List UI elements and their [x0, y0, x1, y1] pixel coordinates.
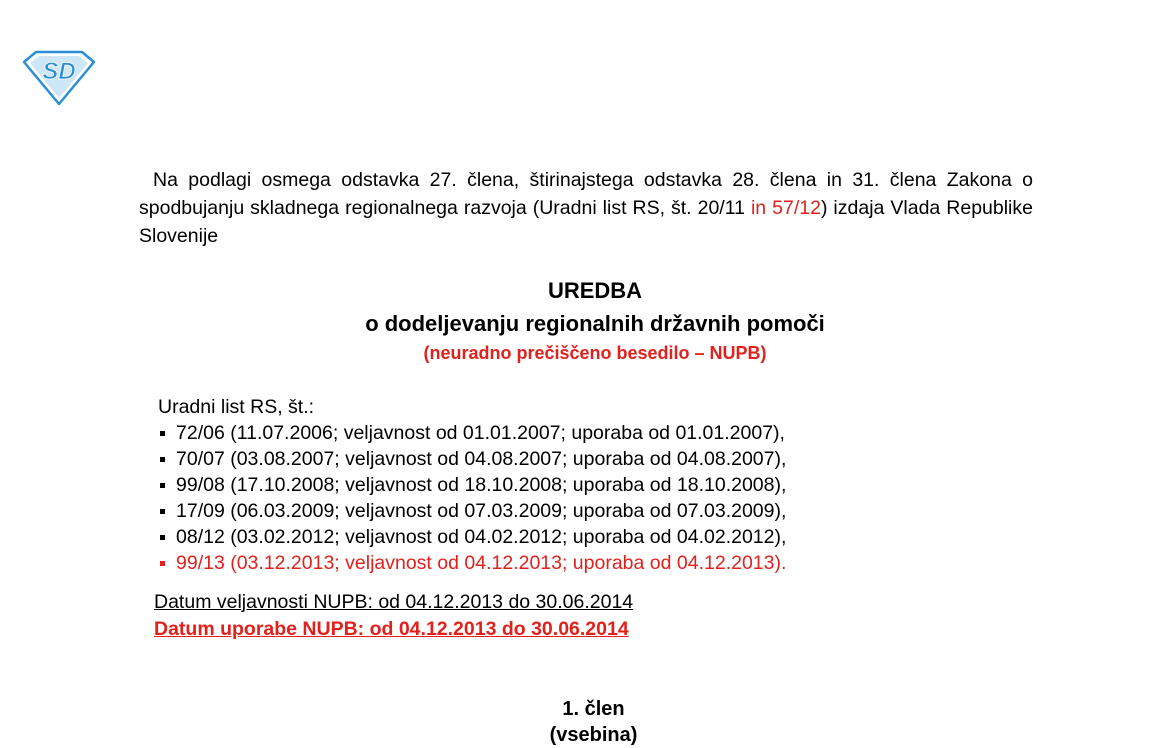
- gazette-list: [158, 420, 786, 576]
- nupb-dates: [154, 589, 633, 643]
- document-note: (neuradno prečiščeno besedilo – NUPB): [423, 343, 767, 363]
- article-title: (vsebina): [549, 724, 638, 746]
- logo-lettering: SD: [42, 58, 76, 85]
- bullet-icon: [160, 431, 165, 436]
- article-number: 1. člen: [562, 698, 625, 720]
- validity-date: Datum veljavnosti NUPB: od 04.12.2013 do 30.06.2014: [154, 591, 634, 613]
- bullet-icon: [160, 561, 165, 566]
- list-item-text: 70/07 (03.08.2007; veljavnost od 04.08.2007; uporaba od 04.08.2007),: [176, 448, 787, 470]
- list-item-text: 99/13 (03.12.2013; veljavnost od 04.12.2013; uporaba od 04.12.2013).: [176, 552, 787, 574]
- list-item: [158, 446, 786, 472]
- list-item: [158, 524, 786, 550]
- intro-text-end: ) izdaja Vlada Republike Slovenije: [139, 197, 1033, 247]
- bullet-icon: [160, 535, 165, 540]
- list-item-text: 08/12 (03.02.2012; veljavnost od 04.02.2012; uporaba od 04.02.2012),: [176, 526, 787, 548]
- gazette-label: Uradni list RS, št.:: [158, 396, 315, 418]
- list-item: [158, 498, 786, 524]
- list-item-text: 72/06 (11.07.2006; veljavnost od 01.01.2007; uporaba od 01.01.2007),: [176, 422, 785, 444]
- list-item: [158, 472, 786, 498]
- document-subtitle: o dodeljevanju regionalnih državnih pomoči: [365, 311, 825, 336]
- bullet-icon: [160, 457, 165, 462]
- intro-paragraph: [139, 166, 1033, 250]
- document-title: UREDBA: [547, 278, 643, 303]
- list-item-text: 99/08 (17.10.2008; veljavnost od 18.10.2008; uporaba od 18.10.2008),: [176, 474, 787, 496]
- gazette-section: [158, 394, 786, 576]
- bullet-icon: [160, 483, 165, 488]
- intro-text: Na podlagi osmega odstavka 27. člena, štirinajstega odstavka 28. člena in 31. člena Zakona o spodbujanju skladnega regionalnega razvoja (Uradni list RS, št. 20/11: [139, 169, 1033, 219]
- application-date: Datum uporabe NUPB: od 04.12.2013 do 30.06.2014: [154, 618, 629, 640]
- bullet-icon: [160, 509, 165, 514]
- sd-logo-icon: [22, 48, 96, 106]
- list-item-latest: [158, 550, 786, 576]
- list-item: [158, 420, 786, 446]
- list-item-text: 17/09 (06.03.2009; veljavnost od 07.03.2009; uporaba od 07.03.2009),: [176, 500, 787, 522]
- intro-amendment-reference: in 57/12: [750, 197, 821, 219]
- article-heading: [0, 696, 1157, 748]
